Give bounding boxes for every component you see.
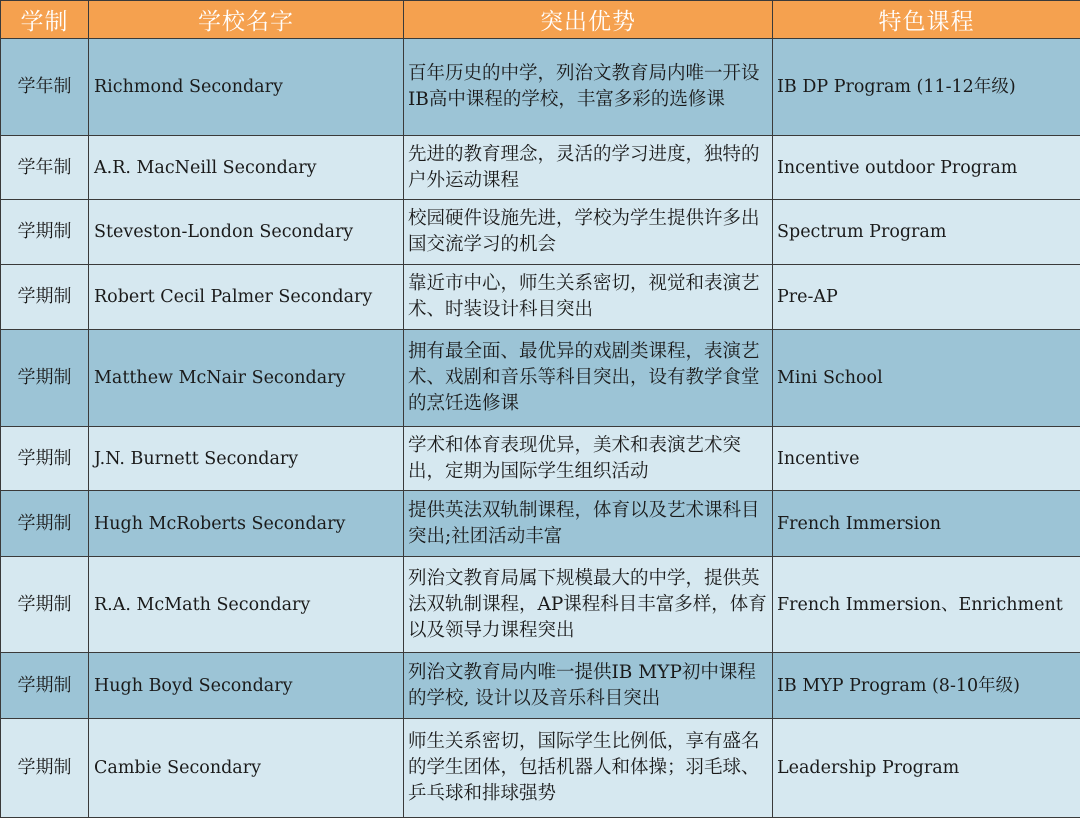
table-row [1,719,1080,818]
cell-system: 学期制 [1,427,89,491]
cell-advantage: 校园硬件设施先进，学校为学生提供许多出国交流学习的机会 [404,200,773,265]
table-row [1,427,1080,491]
cell-program: French Immersion、Enrichment [773,557,1080,653]
table-row [1,200,1080,265]
cell-program: French Immersion [773,491,1080,557]
cell-school: Hugh Boyd Secondary [89,653,404,719]
cell-system: 学期制 [1,330,89,427]
cell-program: Spectrum Program [773,200,1080,265]
cell-program: Pre-AP [773,265,1080,330]
cell-advantage: 师生关系密切，国际学生比例低，享有盛名的学生团体，包括机器人和体操；羽毛球、乒乓球和排球强势 [404,719,773,818]
table-row [1,39,1080,136]
cell-advantage: 百年历史的中学，列治文教育局内唯一开设IB高中课程的学校，丰富多彩的选修课 [404,39,773,136]
cell-advantage: 列治文教育局属下规模最大的中学，提供英法双轨制课程，AP课程科目丰富多样，体育以及领导力课程突出 [404,557,773,653]
cell-advantage: 列治文教育局内唯一提供IB MYP初中课程的学校, 设计以及音乐科目突出 [404,653,773,719]
cell-program: Leadership Program [773,719,1080,818]
table-row [1,557,1080,653]
cell-school: Matthew McNair Secondary [89,330,404,427]
cell-system: 学期制 [1,653,89,719]
cell-system: 学年制 [1,39,89,136]
header-school: 学校名字 [89,1,404,39]
cell-system: 学期制 [1,491,89,557]
cell-school: A.R. MacNeill Secondary [89,136,404,200]
cell-school: Hugh McRoberts Secondary [89,491,404,557]
header-row [1,1,1080,39]
header-advantage: 突出优势 [404,1,773,39]
cell-system: 学期制 [1,265,89,330]
cell-school: Richmond Secondary [89,39,404,136]
cell-program: Mini School [773,330,1080,427]
cell-advantage: 提供英法双轨制课程，体育以及艺术课科目突出;社团活动丰富 [404,491,773,557]
table-row [1,136,1080,200]
cell-advantage: 拥有最全面、最优异的戏剧类课程，表演艺术、戏剧和音乐等科目突出，设有教学食堂的烹饪选修课 [404,330,773,427]
cell-system: 学期制 [1,200,89,265]
cell-school: Robert Cecil Palmer Secondary [89,265,404,330]
cell-program: Incentive outdoor Program [773,136,1080,200]
cell-advantage: 靠近市中心，师生关系密切，视觉和表演艺术、时装设计科目突出 [404,265,773,330]
cell-advantage: 学术和体育表现优异，美术和表演艺术突出，定期为国际学生组织活动 [404,427,773,491]
table-row [1,653,1080,719]
cell-system: 学期制 [1,557,89,653]
cell-school: R.A. McMath Secondary [89,557,404,653]
cell-program: IB MYP Program (8-10年级) [773,653,1080,719]
cell-school: Cambie Secondary [89,719,404,818]
table-row [1,330,1080,427]
header-system: 学制 [1,1,89,39]
cell-program: Incentive [773,427,1080,491]
cell-system: 学期制 [1,719,89,818]
cell-advantage: 先进的教育理念，灵活的学习进度，独特的户外运动课程 [404,136,773,200]
cell-system: 学年制 [1,136,89,200]
table-row [1,265,1080,330]
header-program: 特色课程 [773,1,1080,39]
table-row [1,491,1080,557]
cell-school: J.N. Burnett Secondary [89,427,404,491]
cell-program: IB DP Program (11-12年级) [773,39,1080,136]
cell-school: Steveston-London Secondary [89,200,404,265]
